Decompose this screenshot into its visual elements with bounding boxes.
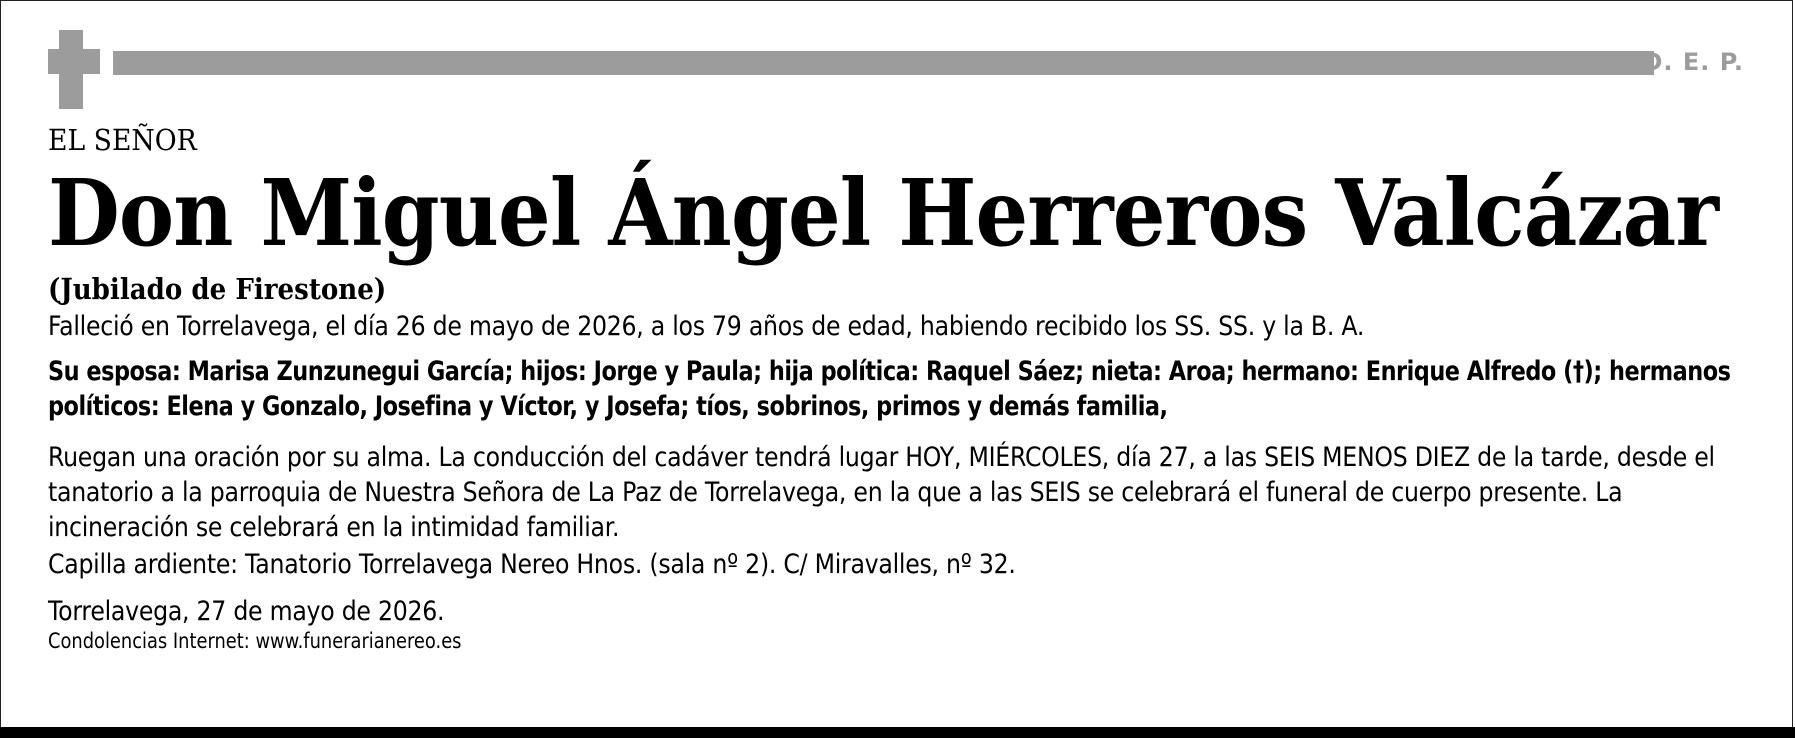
family-paragraph — [48, 354, 1752, 424]
death-statement: Falleció en Torrelavega, el día 26 de mayo de 2026, a los 79 años de edad, habiendo recibido los SS. SS. y la B. A. — [48, 311, 1365, 342]
header-rule — [113, 51, 1654, 75]
chapel-details: Capilla ardiente: Tanatorio Torrelavega Nereo Hnos. (sala nº 2). C/ Miravalles, nº 32. — [48, 549, 1016, 580]
chapel-paragraph — [48, 547, 1752, 582]
service-paragraph — [48, 440, 1752, 545]
condolences-link[interactable]: Condolencias Internet: www.funerarianereo.es — [48, 629, 462, 653]
bottom-rule — [0, 727, 1795, 738]
honorific: EL SEÑOR — [48, 123, 197, 157]
service-details: Ruegan una oración por su alma. La conducción del cadáver tendrá lugar HOY, MIÉRCOLES, día 27, a las SEIS MENOS DIEZ de la tarde, desde el tanatorio a la parroquia de Nuestra Señora de La Paz de Torrelavega, en la que a las SEIS se celebrará el funeral de cuerpo presente. La incineración se celebrará en la intimidad familiar. — [48, 442, 1715, 543]
deceased-name: Don Miguel Ángel Herreros Valcázar — [48, 159, 1719, 267]
family-list: Su esposa: Marisa Zunzunegui García; hijos: Jorge y Paula; hija política: Raquel Sáez; nieta: Aroa; hermano: Enrique Alfredo (†); hermanos políticos: Elena y Gonzalo, Josefina y Víctor, y Josefa; tíos, sobrinos, primos y demás familia, — [48, 356, 1731, 422]
cross-icon-arm — [48, 49, 100, 74]
condolences-paragraph — [48, 629, 1752, 653]
death-statement-paragraph — [48, 309, 1752, 344]
notice-body — [48, 119, 1752, 653]
place-date-paragraph — [48, 594, 1752, 629]
place-date: Torrelavega, 27 de mayo de 2026. — [48, 596, 445, 627]
dep-label: D. E. P. — [1642, 48, 1744, 76]
profession: (Jubilado de Firestone) — [48, 272, 387, 306]
